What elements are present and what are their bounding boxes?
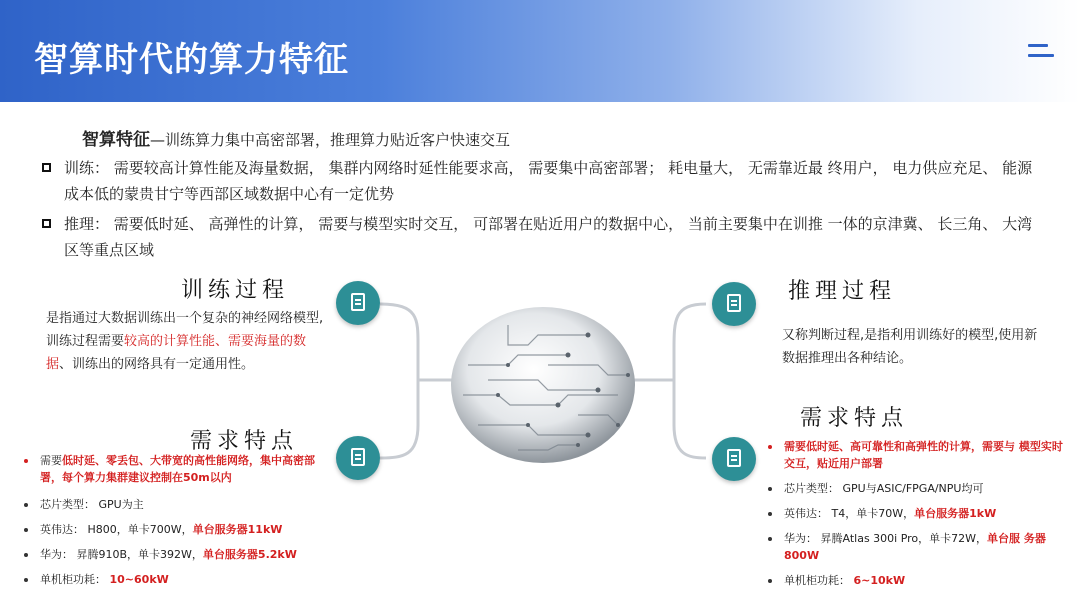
list-item: 芯片类型： GPU为主 [40, 496, 330, 513]
training-document-icon [336, 281, 380, 325]
bullet-inference-text: 推理： 需要低时延、 高弹性的计算， 需要与模型实时交互， 可部署在贴近用户的数据中心， 当前主要集中在训推 一体的京津冀、 长三角、 大湾区等重点区域 [64, 215, 1033, 259]
list-item: 单机柜功耗： 6~10kW [784, 572, 1069, 589]
list-item: 芯片类型： GPU与ASIC/FPGA/NPU均可 [784, 480, 1069, 497]
list-item: 单机柜功耗： 10~60kW [40, 571, 330, 588]
list-item: 英伟达： H800，单卡700W，单台服务器11kW [40, 521, 330, 538]
inference-req-title: 需求特点 [800, 406, 909, 431]
inference-desc: 又称判断过程,是指利用训练好的模型,使用新数据推理出各种结论。 [782, 328, 1038, 366]
page-title: 智算时代的算力特征 [34, 40, 349, 80]
list-item: 华为： 昇腾910B，单卡392W，单台服务器5.2kW [40, 546, 330, 563]
list-item: 需要低时延、高可靠性和高弹性的计算，需要与 模型实时交互，贴近用户部署 [784, 438, 1069, 472]
intro-text: —训练算力集中高密部署，推理算力贴近客户快速交互 [150, 131, 511, 149]
training-req-list [40, 452, 330, 588]
inference-req-document-icon [712, 437, 756, 481]
training-req-title: 需求特点 [190, 429, 299, 454]
training-desc: 是指通过大数据训练出一个复杂的神经网络模型, 训练过程需要较高的计算性能、需要海量的数据、训练出的网络具有一定通用性。 [46, 311, 324, 372]
inference-document-icon [712, 282, 756, 326]
list-item: 华为： 昇腾Atlas 300i Pro，单卡72W，单台服 务器800W [784, 530, 1069, 564]
list-item: 需要低时延、零丢包、大带宽的高性能网络，集中高密部署，每个算力集群建议控制在50m以内 [40, 452, 330, 486]
intro-label: 智算特征 [82, 130, 150, 150]
training-req-document-icon [336, 436, 380, 480]
bullet-training-text: 训练： 需要较高计算性能及海量数据， 集群内网络时延性能要求高， 需要集中高密部署； 耗电量大， 无需靠近最 终用户， 电力供应充足、 能源成本低的蒙贵甘宁等西部区域数据中心有一定优势 [64, 159, 1033, 203]
digital-globe-icon [448, 305, 638, 465]
inference-req-list [784, 438, 1069, 589]
list-item: 英伟达： T4，单卡70W，单台服务器1kW [784, 505, 1069, 522]
inference-title: 推理过程 [788, 279, 897, 304]
training-title: 训练过程 [181, 278, 290, 303]
